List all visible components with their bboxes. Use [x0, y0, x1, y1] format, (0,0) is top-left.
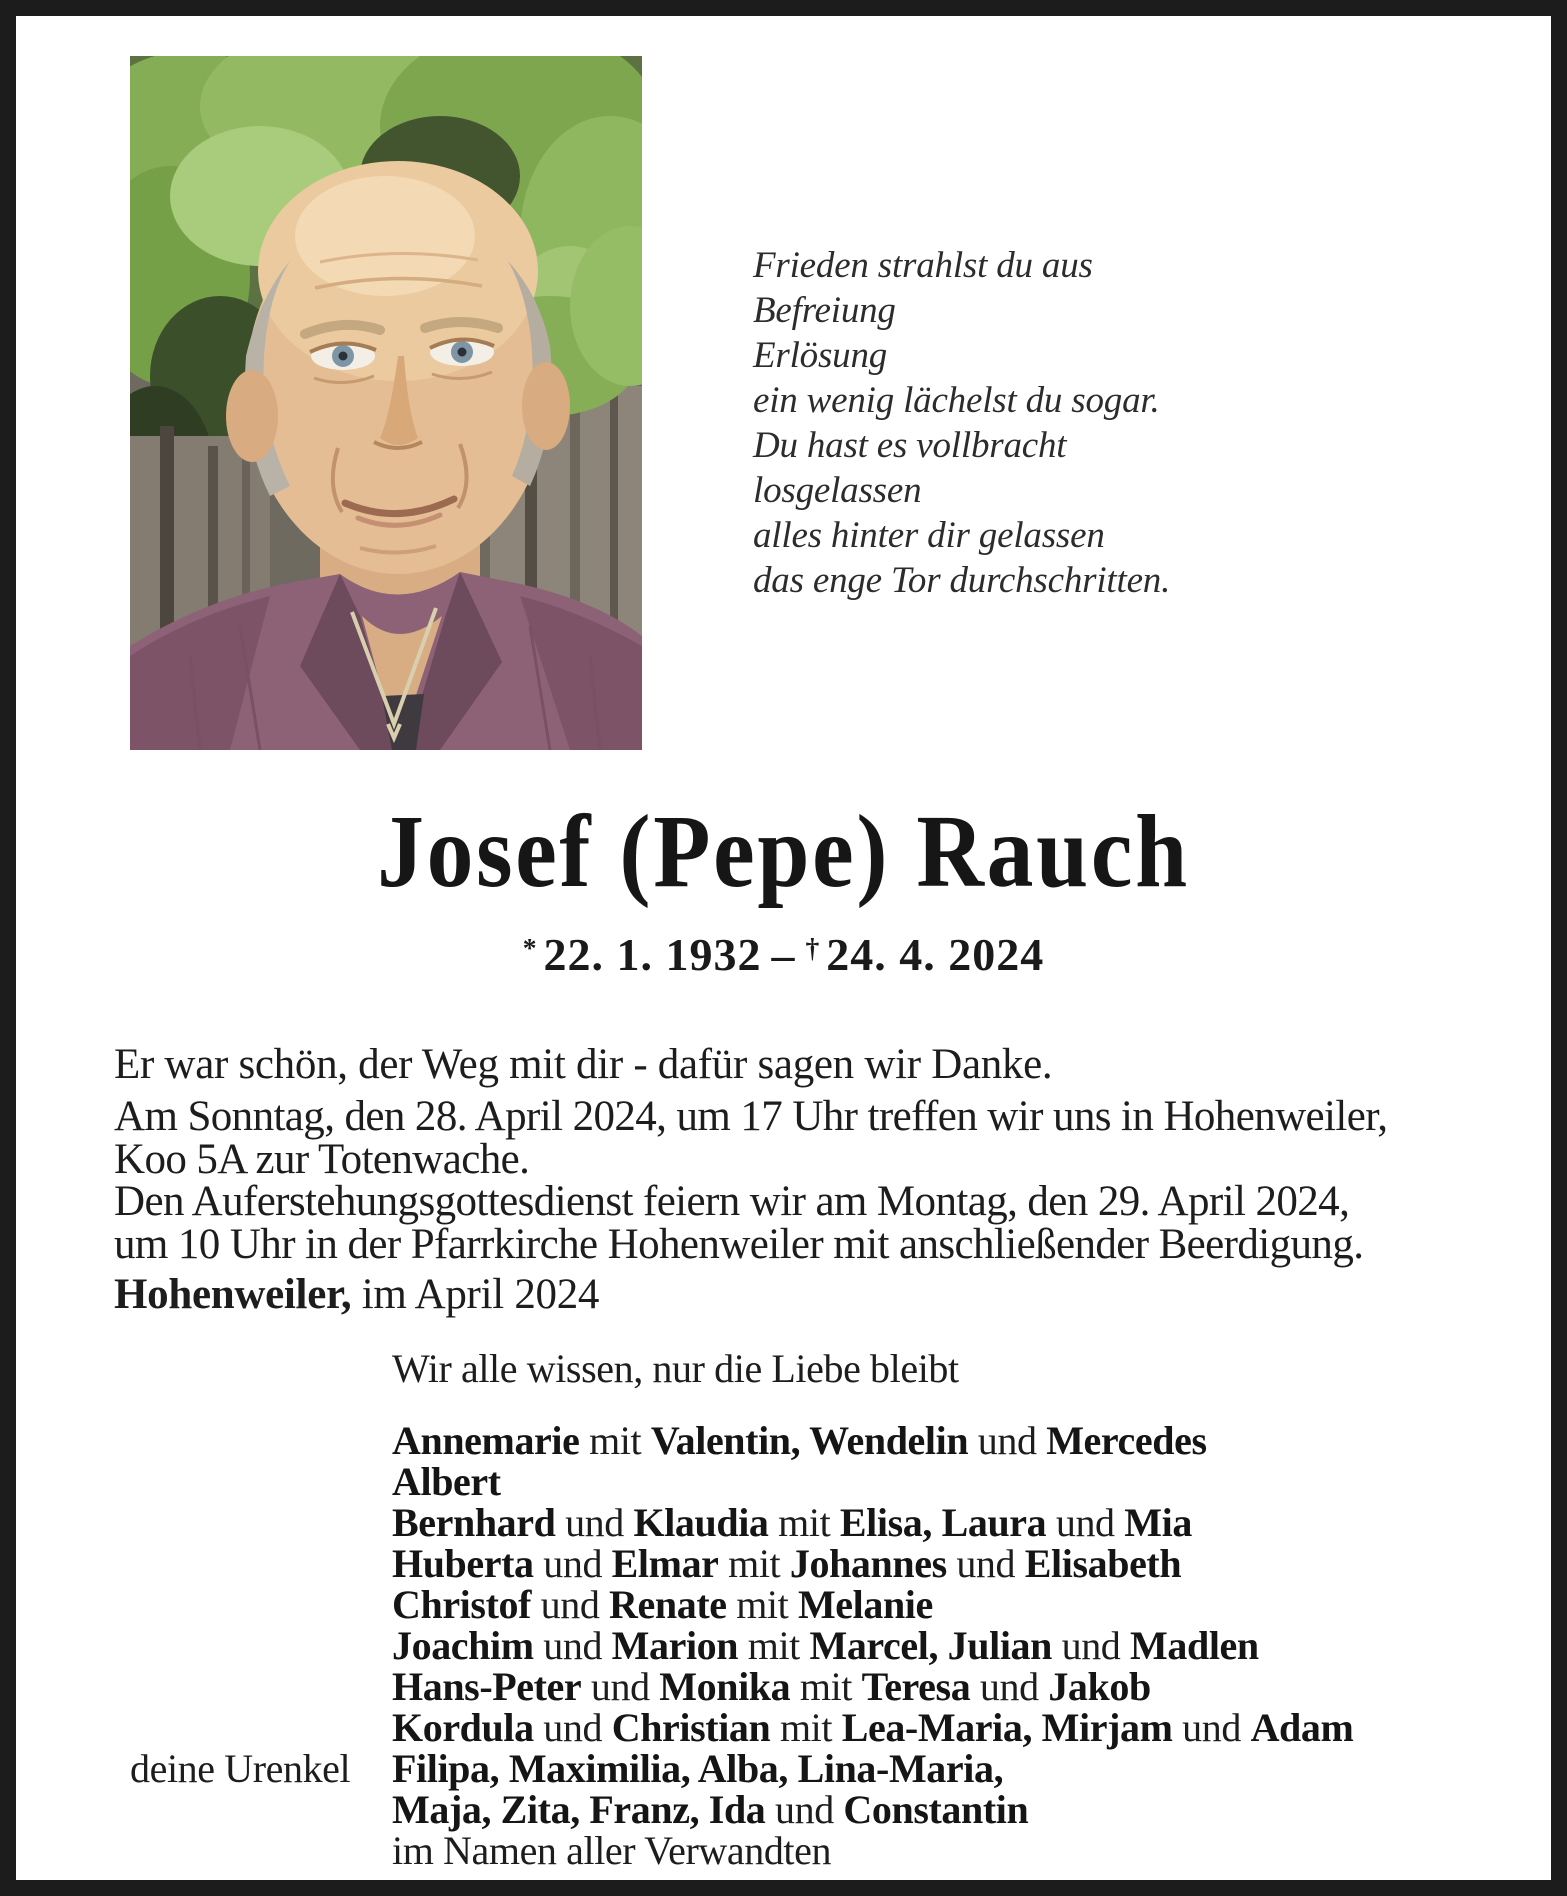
- family-member-name: Maja, Zita, Franz, Ida: [392, 1787, 766, 1832]
- connector-word: und: [1052, 1623, 1131, 1668]
- dates-separator: –: [771, 929, 796, 980]
- family-line: [392, 1830, 1353, 1871]
- connector-word: mit: [726, 1582, 798, 1627]
- family-member-name: Annemarie: [392, 1418, 580, 1463]
- family-line: [392, 1625, 1353, 1666]
- connector-word: mit: [790, 1664, 862, 1709]
- connector-word: und: [970, 1664, 1049, 1709]
- connector-word: und: [968, 1418, 1047, 1463]
- family-line: [392, 1666, 1353, 1707]
- family-member-name: Lea-Maria, Mirjam: [841, 1705, 1173, 1750]
- connector-word: und: [581, 1664, 660, 1709]
- family-member-name: Melanie: [797, 1582, 933, 1627]
- family-member-name: Jakob: [1048, 1664, 1151, 1709]
- birth-star-symbol: *: [522, 931, 538, 963]
- poem-line: Erlösung: [753, 335, 888, 376]
- poem-line: losgelassen: [753, 470, 922, 511]
- family-member-name: Teresa: [861, 1664, 971, 1709]
- family-line: [392, 1543, 1353, 1584]
- poem-line: Befreiung: [753, 290, 896, 331]
- urenkel-label: deine Urenkel: [130, 1746, 351, 1791]
- connector-word: mit: [718, 1541, 790, 1586]
- family-member-name: Joachim: [392, 1623, 534, 1668]
- connector-word: und: [531, 1582, 610, 1627]
- birth-date: 22. 1. 1932: [543, 929, 762, 980]
- family-member-name: Christof: [392, 1582, 532, 1627]
- family-member-name: Monika: [659, 1664, 791, 1709]
- family-line: [392, 1707, 1353, 1748]
- thanks-line: Er war schön, der Weg mit dir - dafür sagen wir Danke.: [114, 1041, 1053, 1088]
- family-member-name: Elmar: [611, 1541, 719, 1586]
- death-date: 24. 4. 2024: [826, 929, 1045, 980]
- announcement-line: Den Auferstehungsgottesdienst feiern wir am Montag, den 29. April 2024,: [114, 1178, 1350, 1225]
- family-signatures: [130, 1346, 1354, 1873]
- family-member-name: Mercedes: [1046, 1418, 1207, 1463]
- family-member-name: Marion: [611, 1623, 739, 1668]
- closing-motto: Wir alle wissen, nur die Liebe bleibt: [392, 1346, 959, 1391]
- connector-word: im Namen aller Verwandten: [392, 1828, 832, 1873]
- connector-word: mit: [738, 1623, 810, 1668]
- poem-line: Du hast es vollbracht: [753, 425, 1067, 466]
- connector-word: und: [555, 1500, 634, 1545]
- poem-line: ein wenig lächelst du sogar.: [753, 380, 1160, 421]
- connector-word: und: [946, 1541, 1025, 1586]
- connector-word: und: [1172, 1705, 1251, 1750]
- connector-word: mit: [579, 1418, 651, 1463]
- family-member-name: Marcel, Julian: [809, 1623, 1052, 1668]
- family-list: [130, 1418, 1354, 1873]
- connector-word: und: [765, 1787, 844, 1832]
- family-line: [130, 1746, 1353, 1791]
- announcement-line: Koo 5A zur Totenwache.: [114, 1135, 530, 1183]
- dateline-date: im April 2024: [351, 1271, 600, 1318]
- family-line: [392, 1584, 1353, 1625]
- connector-word: mit: [768, 1500, 840, 1545]
- family-member-name: Bernhard: [392, 1500, 556, 1545]
- connector-word: mit: [770, 1705, 842, 1750]
- poem-line: das enge Tor durchschritten.: [753, 560, 1171, 601]
- family-member-name: Adam: [1250, 1705, 1354, 1750]
- family-member-name: Kordula: [392, 1705, 534, 1750]
- portrait-photo: [130, 56, 642, 750]
- connector-word: und: [533, 1623, 612, 1668]
- poem-line: Frieden strahlst du aus: [753, 245, 1093, 286]
- connector-word: und: [1046, 1500, 1125, 1545]
- service-announcement: [114, 1093, 1388, 1268]
- memorial-poem: [753, 243, 1170, 603]
- family-member-name: Constantin: [843, 1787, 1029, 1832]
- family-member-name: Madlen: [1130, 1623, 1259, 1668]
- place-name: Hohenweiler,: [114, 1271, 352, 1318]
- family-member-name: Mia: [1124, 1500, 1192, 1545]
- family-line: [392, 1502, 1353, 1543]
- announcement-line: Am Sonntag, den 28. April 2024, um 17 Uhr treffen wir uns in Hohenweiler,: [114, 1093, 1388, 1140]
- life-dates: [0, 928, 1567, 981]
- family-member-name: Huberta: [392, 1541, 534, 1586]
- announcement-line: um 10 Uhr in der Pfarrkirche Hohenweiler mit anschließender Beerdigung.: [114, 1220, 1364, 1268]
- family-member-name: Valentin, Wendelin: [650, 1418, 969, 1463]
- deceased-name: Josef (Pepe) Rauch: [377, 794, 1190, 909]
- family-member-name: Hans-Peter: [392, 1664, 582, 1709]
- family-member-name: Klaudia: [633, 1500, 769, 1545]
- family-member-name: Elisabeth: [1024, 1541, 1182, 1586]
- family-line: [392, 1461, 1353, 1502]
- family-member-name: Johannes: [789, 1541, 947, 1586]
- family-member-name: Filipa, Maximilia, Alba, Lina-Maria,: [392, 1746, 1004, 1791]
- portrait-illustration: [130, 56, 642, 750]
- connector-word: und: [533, 1705, 612, 1750]
- death-cross-symbol: †: [805, 931, 821, 963]
- family-line: [392, 1789, 1353, 1830]
- family-member-name: Elisa, Laura: [839, 1500, 1047, 1545]
- poem-line: alles hinter dir gelassen: [753, 515, 1105, 556]
- place-dateline: [114, 1270, 599, 1319]
- family-line: [392, 1420, 1353, 1461]
- connector-word: und: [533, 1541, 612, 1586]
- family-member-name: Christian: [611, 1705, 771, 1750]
- family-member-name: Albert: [392, 1459, 501, 1504]
- family-member-name: Renate: [609, 1582, 727, 1627]
